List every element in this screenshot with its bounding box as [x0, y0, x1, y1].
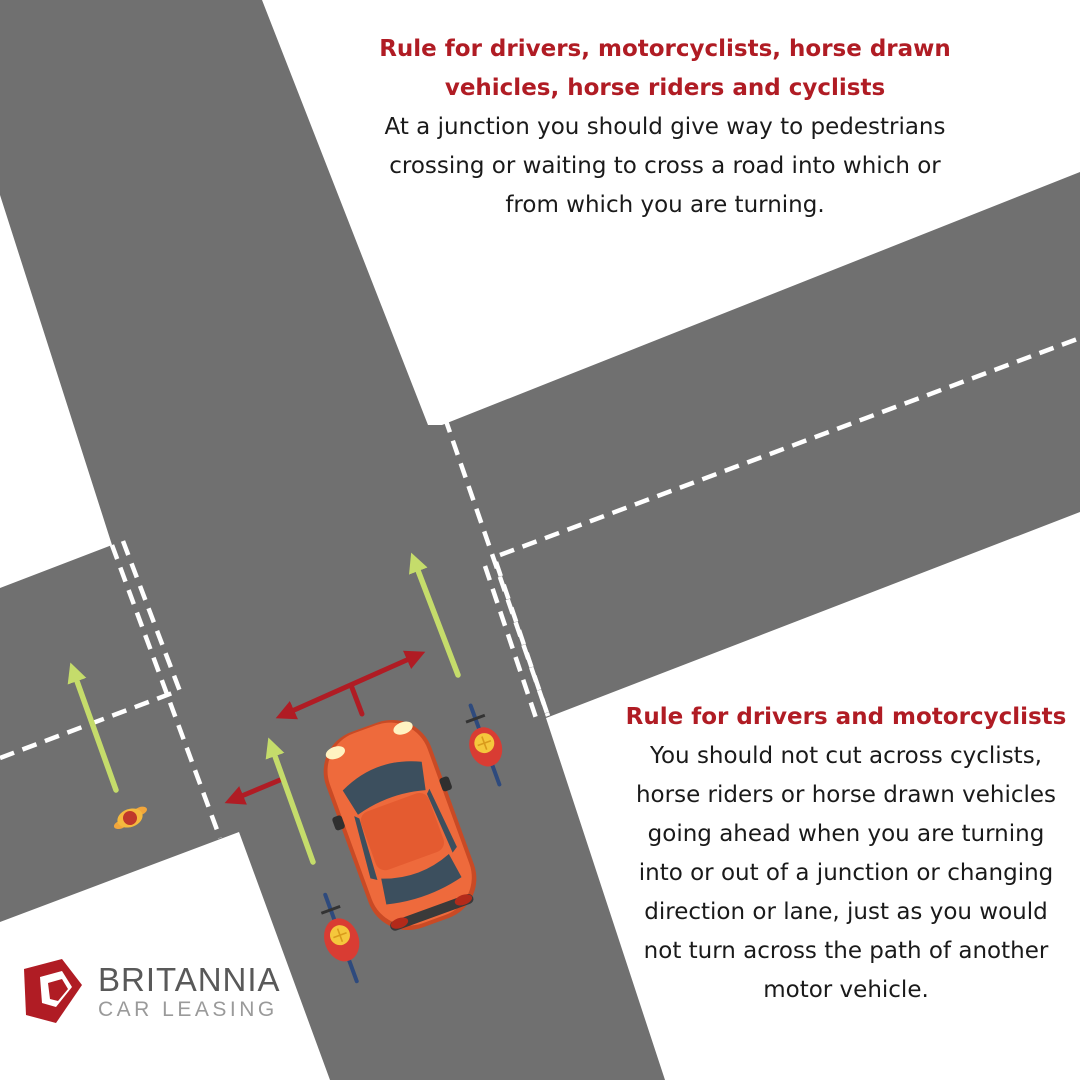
rule-title-line: vehicles, horse riders and cyclists	[444, 75, 886, 101]
rule-drivers-cyclists	[340, 30, 990, 225]
rule-title: Rule for drivers and motorcyclists	[625, 704, 1067, 730]
rule-title-line: Rule for drivers, motorcyclists, horse drawn	[379, 36, 951, 62]
rule-body-line: crossing or waiting to cross a road into which or	[389, 153, 941, 179]
rule-body-line: from which you are turning.	[505, 192, 825, 218]
rule-title	[340, 30, 990, 108]
britannia-logo-icon	[18, 955, 88, 1030]
rule-body-line: motor vehicle.	[763, 977, 929, 1003]
rule-body	[612, 737, 1080, 1010]
rule-body-line: going ahead when you are turning	[647, 821, 1045, 847]
rule-body-line: not turn across the path of another	[643, 938, 1049, 964]
logo-tagline-text: CAR LEASING	[98, 998, 278, 1021]
rule-body	[340, 108, 990, 225]
britannia-logo	[18, 955, 288, 1030]
rule-body-line: At a junction you should give way to pedestrians	[384, 114, 946, 140]
rule-body-line: direction or lane, just as you would	[644, 899, 1048, 925]
rule-body-line: horse riders or horse drawn vehicles	[635, 782, 1057, 808]
rule-body-line: into or out of a junction or changing	[638, 860, 1054, 886]
logo-brand-text: BRITANNIA	[98, 961, 281, 998]
rule-body-line: You should not cut across cyclists,	[649, 743, 1042, 769]
rule-drivers-motorcyclists	[612, 698, 1080, 1010]
